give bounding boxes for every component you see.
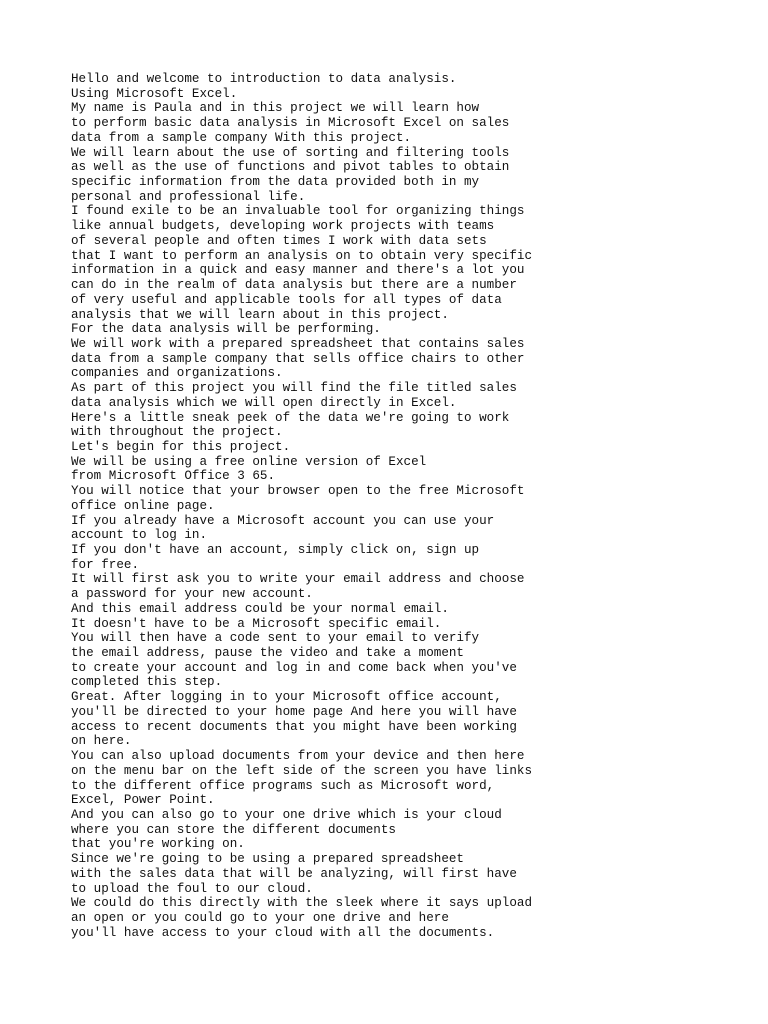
text-line: Using Microsoft Excel.: [71, 86, 238, 101]
text-line: that I want to perform an analysis on to obtain very specific: [71, 248, 533, 263]
text-line: where you can store the different documents: [71, 822, 396, 837]
text-line: data from a sample company that sells office chairs to other: [71, 351, 525, 366]
text-line: you'll have access to your cloud with all the documents.: [71, 925, 495, 940]
text-line: It will first ask you to write your email address and choose: [71, 572, 525, 587]
text-line: analysis that we will learn about in this project.: [71, 307, 449, 322]
text-line: specific information from the data provided both in my: [71, 175, 480, 190]
text-line: to upload the foul to our cloud.: [71, 881, 313, 896]
text-line: My name is Paula and in this project we will learn how: [71, 101, 480, 116]
text-line: an open or you could go to your one drive and here: [71, 910, 449, 925]
text-line: You will then have a code sent to your email to verify: [71, 631, 480, 646]
text-line: of very useful and applicable tools for all types of data: [71, 292, 502, 307]
text-line: information in a quick and easy manner and there's a lot you: [71, 263, 525, 278]
text-line: completed this step.: [71, 675, 223, 690]
text-line: a password for your new account.: [71, 587, 313, 602]
text-line: you'll be directed to your home page And here you will have: [71, 704, 517, 719]
text-line: the email address, pause the video and take a moment: [71, 646, 464, 661]
text-line: I found exile to be an invaluable tool for organizing things: [71, 204, 525, 219]
text-line: And you can also go to your one drive which is your cloud: [71, 807, 502, 822]
text-line: Here's a little sneak peek of the data we're going to work: [71, 410, 510, 425]
text-line: data from a sample company With this project.: [71, 130, 412, 145]
text-line: access to recent documents that you might have been working: [71, 719, 517, 734]
text-line: from Microsoft Office 3 65.: [71, 469, 276, 484]
text-line: As part of this project you will find the file titled sales: [71, 381, 517, 396]
text-line: data analysis which we will open directly in Excel.: [71, 395, 457, 410]
text-line: Let's begin for this project.: [71, 439, 291, 454]
text-line: Hello and welcome to introduction to data analysis.: [71, 72, 457, 86]
text-line: account to log in.: [71, 528, 208, 543]
text-line: to the different office programs such as Microsoft word,: [71, 778, 495, 793]
text-line: as well as the use of functions and pivot tables to obtain: [71, 160, 510, 175]
text-line: on the menu bar on the left side of the screen you have links: [71, 763, 533, 778]
text-line: to perform basic data analysis in Microsoft Excel on sales: [71, 116, 510, 131]
text-line: It doesn't have to be a Microsoft specific email.: [71, 616, 442, 631]
text-line: that you're working on.: [71, 837, 245, 852]
text-line: Since we're going to be using a prepared spreadsheet: [71, 852, 464, 867]
text-line: And this email address could be your normal email.: [71, 601, 449, 616]
text-line: of several people and often times I work with data sets: [71, 233, 487, 248]
text-line: with the sales data that will be analyzing, will first have: [71, 866, 517, 881]
text-line: with throughout the project.: [71, 425, 283, 440]
text-line: We will learn about the use of sorting and filtering tools: [71, 145, 510, 160]
text-line: Great. After logging in to your Microsoft office account,: [71, 690, 502, 705]
transcript-text: [71, 72, 748, 940]
text-line: You can also upload documents from your device and then here: [71, 749, 525, 764]
text-line: For the data analysis will be performing.: [71, 322, 381, 337]
text-line: on here.: [71, 734, 132, 749]
text-line: Excel, Power Point.: [71, 793, 215, 808]
text-line: companies and organizations.: [71, 366, 283, 381]
text-line: personal and professional life.: [71, 189, 306, 204]
text-line: office online page.: [71, 498, 215, 513]
text-line: We will be using a free online version of Excel: [71, 454, 427, 469]
text-line: to create your account and log in and come back when you've: [71, 660, 517, 675]
text-line: If you don't have an account, simply click on, sign up: [71, 543, 480, 557]
text-line: We will work with a prepared spreadsheet that contains sales: [71, 336, 525, 351]
text-line: If you already have a Microsoft account you can use your: [71, 513, 495, 528]
text-line: We could do this directly with the sleek where it says upload: [71, 896, 533, 911]
text-line: can do in the realm of data analysis but there are a number: [71, 278, 517, 293]
text-line: for free.: [71, 557, 140, 572]
text-line: like annual budgets, developing work projects with teams: [71, 219, 495, 234]
text-line: You will notice that your browser open to the free Microsoft: [71, 484, 525, 499]
